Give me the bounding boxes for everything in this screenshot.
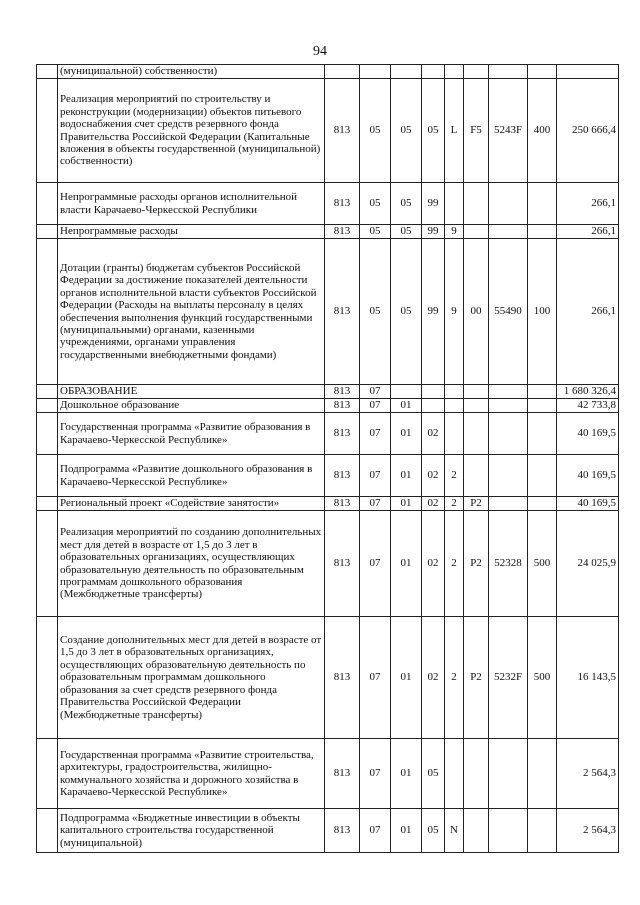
direction-code — [489, 385, 528, 399]
direction-code — [489, 455, 528, 497]
program-code: 02 — [422, 511, 445, 617]
project-code — [464, 413, 489, 455]
ministry-code: 813 — [325, 739, 360, 809]
amount: 40 169,5 — [557, 497, 619, 511]
amount: 1 680 326,4 — [557, 385, 619, 399]
section-code: 07 — [360, 413, 391, 455]
section-code: 07 — [360, 511, 391, 617]
row-margin-cell — [37, 79, 58, 183]
table-row — [37, 455, 619, 497]
expense-type-code — [528, 65, 557, 79]
amount: 2 564,3 — [557, 739, 619, 809]
subsection-code: 01 — [391, 617, 422, 739]
program-code: 05 — [422, 739, 445, 809]
amount — [557, 65, 619, 79]
ministry-code — [325, 65, 360, 79]
amount: 2 564,3 — [557, 809, 619, 853]
row-margin-cell — [37, 809, 58, 853]
section-code: 07 — [360, 399, 391, 413]
amount: 266,1 — [557, 183, 619, 225]
item-name: Региональный проект «Содействие занятости» — [58, 497, 325, 511]
subsection-code: 01 — [391, 497, 422, 511]
subsection-code: 05 — [391, 225, 422, 239]
project-code — [464, 739, 489, 809]
amount: 16 143,5 — [557, 617, 619, 739]
ministry-code: 813 — [325, 399, 360, 413]
project-code: 00 — [464, 239, 489, 385]
item-name: Дошкольное образование — [58, 399, 325, 413]
expense-type-code — [528, 385, 557, 399]
table-row — [37, 225, 619, 239]
section-code: 05 — [360, 239, 391, 385]
subprogram-code: 2 — [445, 511, 464, 617]
program-code: 05 — [422, 809, 445, 853]
direction-code: 55490 — [489, 239, 528, 385]
direction-code — [489, 399, 528, 413]
program-code: 02 — [422, 617, 445, 739]
item-name: Непрограммные расходы органов исполнительной власти Карачаево-Черкесской Республики — [58, 183, 325, 225]
subprogram-code — [445, 65, 464, 79]
table-row — [37, 739, 619, 809]
row-margin-cell — [37, 497, 58, 511]
direction-code: 52328 — [489, 511, 528, 617]
item-name: Государственная программа «Развитие строительства, архитектуры, градостроительства, жилищно-коммунального хозяйства и дорожного хозяйства в Карачаево-Черкесской Республике» — [58, 739, 325, 809]
project-code — [464, 225, 489, 239]
expense-type-code: 100 — [528, 239, 557, 385]
amount: 40 169,5 — [557, 455, 619, 497]
table-row — [37, 183, 619, 225]
budget-table — [36, 64, 619, 853]
item-name: ОБРАЗОВАНИЕ — [58, 385, 325, 399]
item-name: Подпрограмма «Развитие дошкольного образования в Карачаево-Черкесской Республике» — [58, 455, 325, 497]
subsection-code: 05 — [391, 183, 422, 225]
amount: 266,1 — [557, 239, 619, 385]
table-row — [37, 413, 619, 455]
item-name: Подпрограмма «Бюджетные инвестиции в объекты капитального строительства государственной (муниципальной) — [58, 809, 325, 853]
program-code: 99 — [422, 183, 445, 225]
row-margin-cell — [37, 455, 58, 497]
ministry-code: 813 — [325, 511, 360, 617]
row-margin-cell — [37, 239, 58, 385]
subsection-code: 01 — [391, 739, 422, 809]
project-code: F5 — [464, 79, 489, 183]
project-code: P2 — [464, 617, 489, 739]
project-code — [464, 65, 489, 79]
section-code: 07 — [360, 809, 391, 853]
expense-type-code — [528, 413, 557, 455]
subprogram-code — [445, 183, 464, 225]
item-name: Непрограммные расходы — [58, 225, 325, 239]
direction-code — [489, 225, 528, 239]
amount: 40 169,5 — [557, 413, 619, 455]
ministry-code: 813 — [325, 79, 360, 183]
subprogram-code: 9 — [445, 239, 464, 385]
program-code: 02 — [422, 413, 445, 455]
program-code: 05 — [422, 79, 445, 183]
table-row — [37, 79, 619, 183]
subsection-code: 01 — [391, 399, 422, 413]
project-code — [464, 385, 489, 399]
ministry-code: 813 — [325, 455, 360, 497]
expense-type-code — [528, 497, 557, 511]
row-margin-cell — [37, 183, 58, 225]
program-code: 99 — [422, 239, 445, 385]
expense-type-code — [528, 809, 557, 853]
direction-code — [489, 809, 528, 853]
expense-type-code — [528, 183, 557, 225]
subprogram-code: 2 — [445, 497, 464, 511]
program-code — [422, 385, 445, 399]
direction-code — [489, 497, 528, 511]
project-code: P2 — [464, 497, 489, 511]
ministry-code: 813 — [325, 497, 360, 511]
program-code: 02 — [422, 455, 445, 497]
subprogram-code — [445, 399, 464, 413]
program-code: 99 — [422, 225, 445, 239]
subprogram-code: 2 — [445, 455, 464, 497]
table-row — [37, 65, 619, 79]
program-code: 02 — [422, 497, 445, 511]
item-name: Реализация мероприятий по созданию дополнительных мест для детей в возрасте от 1,5 до 3 лет в образовательных организациях, осуществляющих образовательную деятельность по образовательным программам дошкольного образования (Межбюджетные трансферты) — [58, 511, 325, 617]
ministry-code: 813 — [325, 617, 360, 739]
amount: 42 733,8 — [557, 399, 619, 413]
item-name: Создание дополнительных мест для детей в возрасте от 1,5 до 3 лет в образовательных организациях, осуществляющих образовательную деятельность по образовательным программам дошкольного образования за счет средств резервного фонда Правительства Российской Федерации (Межбюджетные трансферты) — [58, 617, 325, 739]
ministry-code: 813 — [325, 183, 360, 225]
row-margin-cell — [37, 617, 58, 739]
section-code: 07 — [360, 739, 391, 809]
section-code: 07 — [360, 455, 391, 497]
subprogram-code: L — [445, 79, 464, 183]
page-number: 94 — [313, 44, 327, 59]
subsection-code — [391, 385, 422, 399]
expense-type-code — [528, 225, 557, 239]
subsection-code — [391, 65, 422, 79]
row-margin-cell — [37, 511, 58, 617]
section-code — [360, 65, 391, 79]
table-row — [37, 399, 619, 413]
subsection-code: 05 — [391, 239, 422, 385]
subprogram-code: 9 — [445, 225, 464, 239]
table-row — [37, 809, 619, 853]
row-margin-cell — [37, 385, 58, 399]
ministry-code: 813 — [325, 225, 360, 239]
row-margin-cell — [37, 225, 58, 239]
section-code: 07 — [360, 497, 391, 511]
expense-type-code — [528, 455, 557, 497]
expense-type-code — [528, 739, 557, 809]
subsection-code: 01 — [391, 455, 422, 497]
subprogram-code: 2 — [445, 617, 464, 739]
table-row — [37, 497, 619, 511]
subprogram-code — [445, 385, 464, 399]
expense-type-code — [528, 399, 557, 413]
ministry-code: 813 — [325, 413, 360, 455]
direction-code — [489, 183, 528, 225]
item-name: Государственная программа «Развитие образования в Карачаево-Черкесской Республике» — [58, 413, 325, 455]
subprogram-code: N — [445, 809, 464, 853]
project-code — [464, 809, 489, 853]
project-code — [464, 183, 489, 225]
table-row — [37, 511, 619, 617]
item-name: Реализация мероприятий по строительству и реконструкции (модернизации) объектов питьевого водоснабжения счет средств резервного фонда Правительства Российской Федерации (Капитальные вложения в объекты государственной (муниципальной) собственности) — [58, 79, 325, 183]
expense-type-code: 500 — [528, 511, 557, 617]
direction-code: 5243F — [489, 79, 528, 183]
item-name: Дотации (гранты) бюджетам субъектов Российской Федерации за достижение показателей деятельности органов исполнительной власти субъектов Российской Федерации (Расходы на выплаты персоналу в целях обеспечения выполнения функций государственными (муниципальными) органами, казенными учреждениями, органами управления государственными внебюджетными фондами) — [58, 239, 325, 385]
section-code: 07 — [360, 385, 391, 399]
section-code: 07 — [360, 617, 391, 739]
table-row — [37, 617, 619, 739]
program-code — [422, 65, 445, 79]
row-margin-cell — [37, 413, 58, 455]
ministry-code: 813 — [325, 239, 360, 385]
subsection-code: 01 — [391, 413, 422, 455]
row-margin-cell — [37, 65, 58, 79]
project-code: P2 — [464, 511, 489, 617]
program-code — [422, 399, 445, 413]
row-margin-cell — [37, 739, 58, 809]
section-code: 05 — [360, 183, 391, 225]
item-name: (муниципальной) собственности) — [58, 65, 325, 79]
table-row — [37, 385, 619, 399]
project-code — [464, 399, 489, 413]
direction-code — [489, 739, 528, 809]
subsection-code: 05 — [391, 79, 422, 183]
expense-type-code: 500 — [528, 617, 557, 739]
ministry-code: 813 — [325, 385, 360, 399]
amount: 250 666,4 — [557, 79, 619, 183]
subprogram-code — [445, 739, 464, 809]
section-code: 05 — [360, 225, 391, 239]
direction-code — [489, 65, 528, 79]
direction-code: 5232F — [489, 617, 528, 739]
section-code: 05 — [360, 79, 391, 183]
amount: 266,1 — [557, 225, 619, 239]
expense-type-code: 400 — [528, 79, 557, 183]
table-row — [37, 239, 619, 385]
project-code — [464, 455, 489, 497]
direction-code — [489, 413, 528, 455]
subsection-code: 01 — [391, 809, 422, 853]
ministry-code: 813 — [325, 809, 360, 853]
row-margin-cell — [37, 399, 58, 413]
subprogram-code — [445, 413, 464, 455]
subsection-code: 01 — [391, 511, 422, 617]
amount: 24 025,9 — [557, 511, 619, 617]
